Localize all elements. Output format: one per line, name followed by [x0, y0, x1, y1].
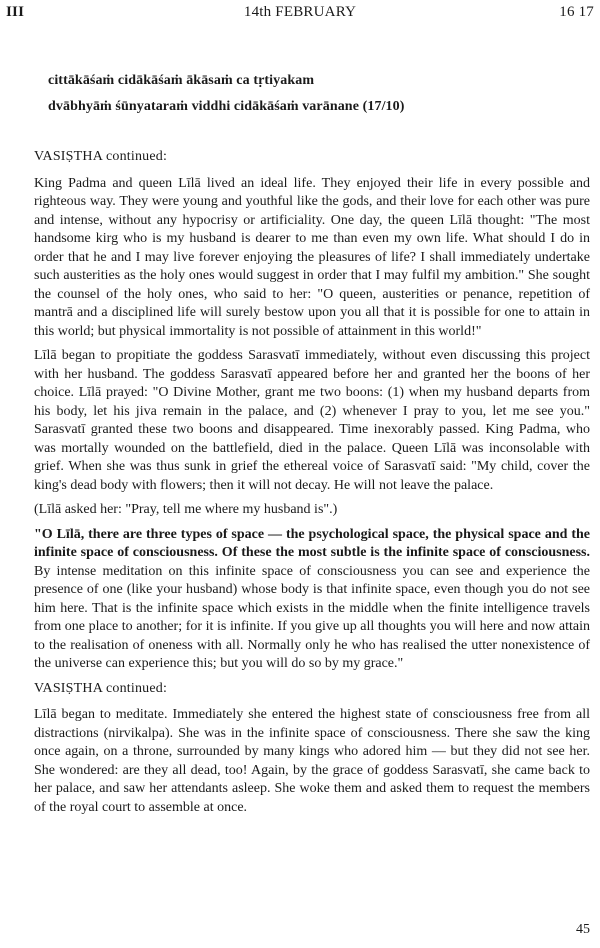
speaker-heading: VASIṢTHA continued: [34, 149, 168, 164]
paragraph [34, 526, 590, 674]
header-date: 14th FEBRUARY [243, 4, 357, 20]
speaker-heading: VASIṢTHA continued: [34, 680, 168, 696]
page-number: 45 [576, 922, 590, 937]
body-text [34, 148, 590, 823]
running-header [6, 4, 594, 26]
volume-number: III [6, 4, 25, 20]
bold-passage: "O Līlā, there are three types of space — the psychological space, the physical space and the infinite space of consciousness. Of these the most subtle is the infinite space of consciousness. [34, 526, 590, 560]
verse-line-1: cittākāśaṁ cidākāśaṁ ākāsaṁ ca tṛtiyakam [48, 73, 315, 88]
paragraph: King Padma and queen Līlā lived an ideal life. They enjoyed their life in every possible and righteous way. They were young and youthful like the gods, and their love for each other was pure and intense, without any hypocrisy or artificiality. One day, the queen Līlā thought: "The most handsome kirg who is my husband is dearer to me than even my own life. What should I do in order that he and I may live forever enjoying the pleasures of life? I shall immediately undertake such austerities as the holy ones would suggest in order that I may fulfil my ambition." She sought the counsel of the holy ones, who said to her: "O queen, austerities or penance, repetition of mantrā and a disciplined life will surely bestow upon you all that it is possible for one to attain in this world; but physical immortality is not possible of attainment in this world!" [34, 175, 590, 339]
paragraph: Līlā began to propitiate the goddess Sarasvatī immediately, without even discussing this project with her husband. The goddess Sarasvatī appeared before her and granted her the boons of her choice. Līlā prayed: "O Divine Mother, grant me two boons: (1) when my husband departs from his body, let his jiva remain in the palace, and (2) whenever I pray to you, let me see you." Sarasvatī granted these two boons and disappeared. Time inexorably passed. King Padma, who was mortally wounded on the battlefield, died in the palace. Queen Līlā was inconsolable with grief. When she was thus sunk in grief the ethereal voice of Sarasvatī said: "My child, cover the king's dead body with flowers; then it will not decay. He will not leave the palace. [34, 348, 590, 493]
paragraph-continuation: By intense meditation on this infinite space of consciousness you can see and experience the presence of one (like your husband) whose body is that infinite space, even though you do not see him here. That is the infinite space which exists in the middle when the finite intelligence travels from one place to another; for it is infinite. If you give up all thoughts you will here and now attain to the realisation of oneness with all. Normally only he who has realised the utter nonexistence of the universe can experience this; but you will do so by my grace." [34, 563, 590, 671]
parenthetical-note: (Līlā asked her: "Pray, tell me where my husband is".) [34, 502, 338, 517]
sanskrit-verse [48, 68, 568, 120]
paragraph: Līlā began to meditate. Immediately she entered the highest state of consciousness free from all distractions (nirvikalpa). She was in the infinite space of consciousness. There she saw the king once again, on a throne, surrounded by many kings who adored him — but they did not see her. She wondered: are they all dead, too! Again, by the grace of goddess Sarasvatī, she came back to her palace, and saw her attendants asleep. She woke them and asked them to request the members of the royal court to assemble at once. [34, 707, 590, 815]
verse-line-2: dvābhyāṁ śūnyataraṁ viddhi cidākāśaṁ varānane (17/10) [48, 99, 405, 114]
chapter-numbers: 16 17 [559, 4, 594, 20]
